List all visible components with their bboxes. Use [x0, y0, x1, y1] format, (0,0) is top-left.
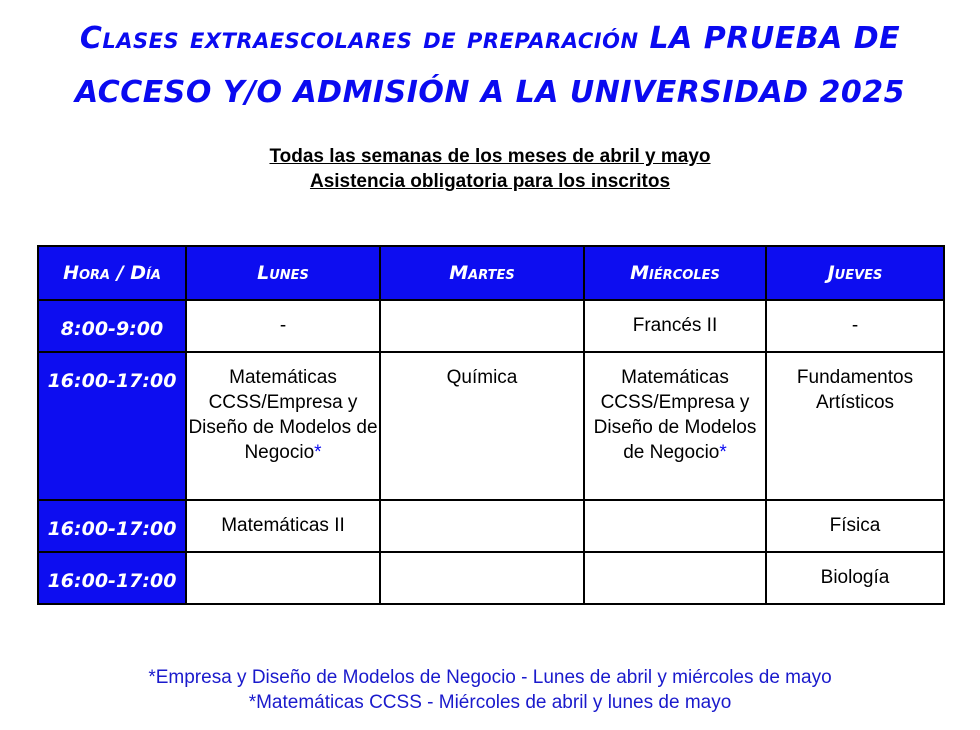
header-monday: Lunes [186, 246, 380, 300]
schedule-cell [380, 552, 584, 604]
subtitle [0, 144, 980, 194]
schedule-cell: Química [380, 352, 584, 500]
schedule-cell [186, 552, 380, 604]
schedule-cell: Biología [766, 552, 944, 604]
footnote-2: *Matemáticas CCSS - Miércoles de abril y lunes de mayo [248, 692, 732, 713]
hour-cell: 16:00-17:00 [38, 500, 186, 552]
title-line-2: ACCESO Y/O ADMISIÓN A LA UNIVERSIDAD 2025 [74, 75, 906, 110]
schedule-cell [584, 552, 766, 604]
table-row [38, 352, 944, 500]
cell-text: Matemáticas CCSS/Empresa y Diseño de Modelos de Negocio [188, 367, 378, 463]
schedule-cell: - [766, 300, 944, 352]
schedule-table [37, 245, 945, 605]
header-hour-day: Hora / Día [38, 246, 186, 300]
hour-cell: 16:00-17:00 [38, 352, 186, 500]
asterisk-mark: * [719, 442, 727, 463]
schedule-cell [584, 352, 766, 500]
schedule-cell [584, 500, 766, 552]
cell-text: Matemáticas CCSS/Empresa y Diseño de Modelos de Negocio [593, 367, 757, 463]
header-thursday: Jueves [766, 246, 944, 300]
footnote-1: *Empresa y Diseño de Modelos de Negocio - Lunes de abril y miércoles de mayo [148, 667, 832, 688]
schedule-cell: Física [766, 500, 944, 552]
schedule-cell [186, 352, 380, 500]
footnotes [0, 665, 980, 715]
table-row [38, 500, 944, 552]
schedule-cell: Matemáticas II [186, 500, 380, 552]
hour-cell: 16:00-17:00 [38, 552, 186, 604]
page-title [0, 12, 980, 120]
table-row [38, 552, 944, 604]
header-wednesday: Miércoles [584, 246, 766, 300]
schedule-cell [380, 500, 584, 552]
title-line-1: Clases extraescolares de preparación LA PRUEBA DE [79, 21, 901, 56]
hour-cell: 8:00-9:00 [38, 300, 186, 352]
schedule-cell [380, 300, 584, 352]
schedule-cell: - [186, 300, 380, 352]
header-row [38, 246, 944, 300]
asterisk-mark: * [314, 442, 322, 463]
subtitle-line-1: Todas las semanas de los meses de abril y mayo [269, 146, 711, 167]
header-tuesday: Martes [380, 246, 584, 300]
subtitle-line-2: Asistencia obligatoria para los inscritos [309, 171, 671, 192]
schedule-cell: Fundamentos Artísticos [766, 352, 944, 500]
schedule-cell: Francés II [584, 300, 766, 352]
table-row [38, 300, 944, 352]
